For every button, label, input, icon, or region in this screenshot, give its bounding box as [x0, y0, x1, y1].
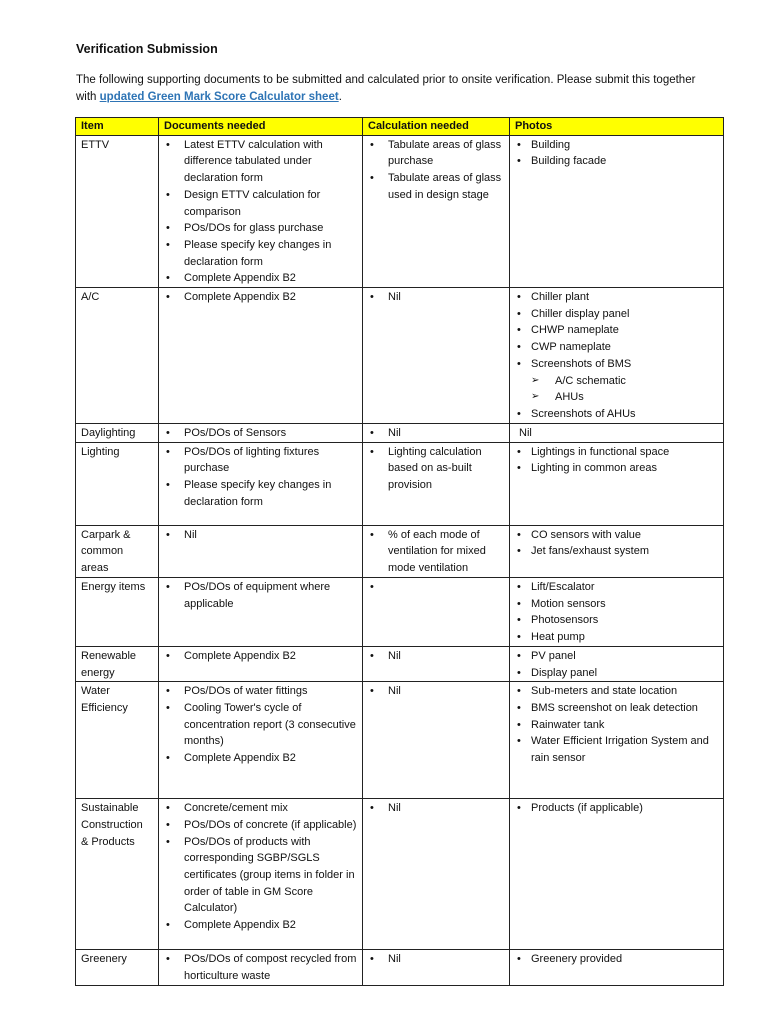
photo-list	[515, 406, 718, 423]
table-row	[76, 799, 724, 950]
document-bullet: • Design ETTV calculation for comparison	[184, 187, 357, 220]
photos-cell	[510, 799, 724, 950]
photo-bullet: • CHWP nameplate	[531, 322, 718, 339]
photo-bullet: • PV panel	[531, 648, 718, 665]
calculation-list	[368, 800, 504, 817]
document-list	[164, 425, 357, 442]
item-cell: ETTV	[76, 135, 159, 287]
intro-text: The following supporting documents to be submitted and calculated prior to onsite verification. Please submit this together with	[76, 74, 696, 103]
table-row	[76, 442, 724, 525]
table-row	[76, 135, 724, 287]
calculation-bullet: • Lighting calculation based on as-built provision	[388, 444, 504, 494]
documents-cell	[159, 525, 363, 577]
calculation-bullet: • Nil	[388, 951, 504, 968]
calculation-list	[368, 137, 504, 204]
documents-cell	[159, 682, 363, 799]
document-list	[164, 683, 357, 767]
document-bullet: • POs/DOs of equipment where applicable	[184, 579, 357, 612]
item-cell: Sustainable Construction & Products	[76, 799, 159, 950]
documents-cell	[159, 442, 363, 525]
calculation-bullet: • Nil	[388, 800, 504, 817]
photo-bullet: • Screenshots of BMS	[531, 356, 718, 373]
document-bullet: • POs/DOs of lighting fixtures purchase	[184, 444, 357, 477]
photo-bullet: • Lightings in functional space	[531, 444, 718, 461]
calculation-list	[368, 425, 504, 442]
item-cell: Carpark & common areas	[76, 525, 159, 577]
item-cell: Daylighting	[76, 424, 159, 443]
photo-bullet: • Products (if applicable)	[531, 800, 718, 817]
calculation-list	[368, 289, 504, 306]
photo-bullet: • CO sensors with value	[531, 527, 718, 544]
photo-list	[515, 683, 718, 767]
document-bullet: • Cooling Tower's cycle of concentration report (3 consecutive months)	[184, 700, 357, 750]
photo-bullet: • Sub-meters and state location	[531, 683, 718, 700]
document-list	[164, 579, 357, 612]
item-cell: Energy items	[76, 577, 159, 646]
item-cell: Greenery	[76, 950, 159, 986]
calculation-list	[368, 951, 504, 968]
photo-bullet: • Heat pump	[531, 629, 718, 646]
document-list	[164, 648, 357, 665]
intro-text-end: .	[338, 91, 342, 103]
photo-bullet: • Chiller display panel	[531, 306, 718, 323]
calculation-cell	[363, 442, 510, 525]
calculation-cell	[363, 799, 510, 950]
photo-bullet: • Jet fans/exhaust system	[531, 543, 718, 560]
calculation-bullet: • Nil	[388, 425, 504, 442]
photo-text: Nil	[519, 427, 532, 440]
photo-bullet: • CWP nameplate	[531, 339, 718, 356]
photos-cell	[510, 577, 724, 646]
table-header-row	[76, 118, 724, 136]
document-bullet: • POs/DOs of products with corresponding SGBP/SGLS certificates (group items in folder in order of table in GM Score Calculator)	[184, 834, 357, 918]
document-bullet: • Please specify key changes in declaration form	[184, 477, 357, 510]
document-bullet: • Concrete/cement mix	[184, 800, 357, 817]
photo-bullet: • Lift/Escalator	[531, 579, 718, 596]
document-bullet: • Complete Appendix B2	[184, 917, 357, 934]
calculation-cell	[363, 135, 510, 287]
photo-list	[515, 137, 718, 170]
header-item: Item	[76, 118, 159, 136]
calculation-bullet: • Tabulate areas of glass purchase	[388, 137, 504, 170]
photos-cell	[510, 288, 724, 424]
document-bullet: • POs/DOs for glass purchase	[184, 220, 357, 237]
documents-cell	[159, 799, 363, 950]
header-calculation: Calculation needed	[363, 118, 510, 136]
photos-cell	[510, 950, 724, 986]
calculation-list	[368, 648, 504, 665]
photo-list	[515, 289, 718, 373]
photo-subitem: ➢ AHUs	[555, 389, 718, 406]
photo-bullet: • Lighting in common areas	[531, 460, 718, 477]
photo-list	[515, 951, 718, 968]
document-bullet: • POs/DOs of compost recycled from horticulture waste	[184, 951, 357, 984]
photos-cell	[510, 525, 724, 577]
intro-paragraph	[76, 72, 716, 106]
document-bullet: • POs/DOs of Sensors	[184, 425, 357, 442]
documents-cell	[159, 950, 363, 986]
calculation-cell	[363, 525, 510, 577]
calculation-cell	[363, 424, 510, 443]
calculation-list	[368, 444, 504, 494]
document-list	[164, 800, 357, 934]
photo-bullet: • Building	[531, 137, 718, 154]
document-list	[164, 527, 357, 544]
calculation-list	[368, 683, 504, 700]
photo-bullet: • Display panel	[531, 665, 718, 682]
verification-table	[75, 117, 724, 986]
photo-sublist	[515, 373, 718, 406]
calculation-cell	[363, 646, 510, 681]
table-row	[76, 424, 724, 443]
documents-cell	[159, 288, 363, 424]
document-list	[164, 137, 357, 287]
table-row	[76, 525, 724, 577]
calculation-bullet: • Nil	[388, 683, 504, 700]
photo-list	[515, 444, 718, 477]
photo-list	[515, 527, 718, 560]
table-row	[76, 950, 724, 986]
photo-bullet: • Photosensors	[531, 612, 718, 629]
document-bullet: • Complete Appendix B2	[184, 750, 357, 767]
header-photos: Photos	[510, 118, 724, 136]
table-row	[76, 288, 724, 424]
document-bullet: • Complete Appendix B2	[184, 270, 357, 287]
photo-bullet: • BMS screenshot on leak detection	[531, 700, 718, 717]
photo-list	[515, 648, 718, 681]
item-cell: A/C	[76, 288, 159, 424]
calculator-sheet-link[interactable]: updated Green Mark Score Calculator sheet	[99, 91, 339, 103]
calculation-bullet: • Nil	[388, 289, 504, 306]
photo-list	[515, 579, 718, 646]
photo-bullet: • Water Efficient Irrigation System and rain sensor	[531, 733, 718, 766]
item-cell: Water Efficiency	[76, 682, 159, 799]
document-bullet: • Complete Appendix B2	[184, 648, 357, 665]
calculation-cell	[363, 577, 510, 646]
table-row	[76, 577, 724, 646]
photos-cell	[510, 646, 724, 681]
document-bullet: • Nil	[184, 527, 357, 544]
photo-bullet: • Screenshots of AHUs	[531, 406, 718, 423]
calculation-list	[368, 527, 504, 577]
photo-subitem: ➢ A/C schematic	[555, 373, 718, 390]
photos-cell	[510, 442, 724, 525]
page-title: Verification Submission	[76, 42, 218, 56]
photo-bullet: • Greenery provided	[531, 951, 718, 968]
photo-bullet: • Rainwater tank	[531, 717, 718, 734]
document-list	[164, 289, 357, 306]
item-cell: Lighting	[76, 442, 159, 525]
documents-cell	[159, 646, 363, 681]
documents-cell	[159, 135, 363, 287]
document-bullet: • POs/DOs of concrete (if applicable)	[184, 817, 357, 834]
photos-cell	[510, 424, 724, 443]
calculation-bullet: • Nil	[388, 648, 504, 665]
item-cell: Renewable energy	[76, 646, 159, 681]
photo-bullet: • Motion sensors	[531, 596, 718, 613]
calculation-cell	[363, 288, 510, 424]
document-bullet: • Complete Appendix B2	[184, 289, 357, 306]
documents-cell	[159, 424, 363, 443]
calculation-cell	[363, 682, 510, 799]
photo-bullet: • Chiller plant	[531, 289, 718, 306]
calculation-bullet: • Tabulate areas of glass used in design stage	[388, 170, 504, 203]
document-bullet: • Please specify key changes in declaration form	[184, 237, 357, 270]
document-list	[164, 951, 357, 984]
document-list	[164, 444, 357, 511]
photo-list	[515, 800, 718, 817]
photos-cell	[510, 682, 724, 799]
table-row	[76, 646, 724, 681]
photos-cell	[510, 135, 724, 287]
photo-bullet: • Building facade	[531, 153, 718, 170]
table-row	[76, 682, 724, 799]
header-documents: Documents needed	[159, 118, 363, 136]
calculation-cell	[363, 950, 510, 986]
documents-cell	[159, 577, 363, 646]
calculation-bullet: • % of each mode of ventilation for mixed mode ventilation	[388, 527, 504, 577]
document-bullet: • POs/DOs of water fittings	[184, 683, 357, 700]
document-bullet: • Latest ETTV calculation with difference tabulated under declaration form	[184, 137, 357, 187]
